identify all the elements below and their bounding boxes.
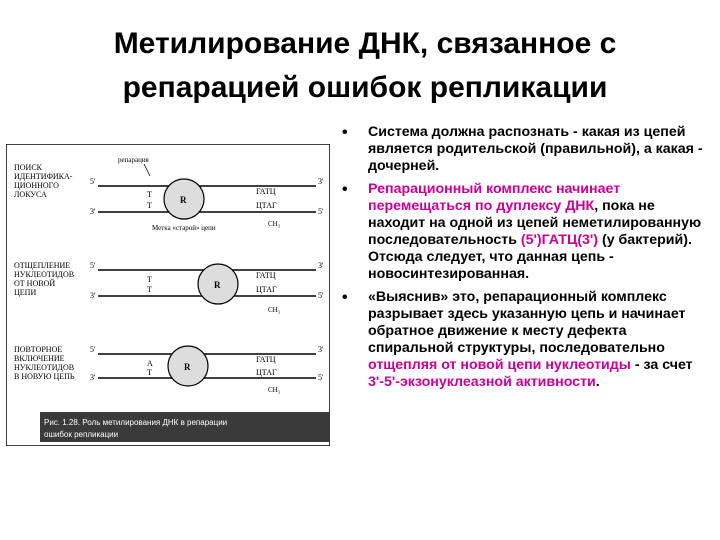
panel2-label-3: ОТ НОВОЙ bbox=[14, 279, 56, 288]
title-line-2: репарацией ошибок репликации bbox=[122, 71, 608, 104]
bullet-2-highlight-2: (5')ГАТЦ(3') bbox=[520, 232, 599, 248]
end-5-bottom-3: 5' bbox=[318, 373, 324, 382]
mismatch-bottom-2: Т bbox=[147, 285, 152, 294]
panel2-label-4: ЦЕПИ bbox=[14, 288, 37, 297]
seq-bottom-2: ЦТАГ bbox=[256, 285, 277, 294]
bullet-3-highlight-1: отщепляя от новой цепи нуклеотиды bbox=[368, 357, 631, 373]
bullet-1-text: Система должна распознать - какая из цепей является родительской (правильной), а какая - дочерней. bbox=[368, 124, 703, 174]
mismatch-bottom-1: Т bbox=[147, 201, 152, 210]
panel1-label-2: ИДЕНТИФИКА- bbox=[14, 172, 73, 181]
complex-letter-3: R bbox=[184, 362, 191, 372]
end-3-bottom-3: 3' bbox=[90, 373, 96, 382]
mismatch-bottom-3: Т bbox=[147, 368, 152, 377]
old-strand-mark: Метка «старой» цепи bbox=[152, 224, 216, 232]
bullet-2-text-1: , пока не находит на одной из цепей неметилированную последовательность bbox=[368, 198, 702, 248]
methyl-2: CH₃ bbox=[268, 306, 281, 314]
mismatch-top-2: Т bbox=[147, 275, 152, 284]
dna-repair-figure bbox=[6, 144, 330, 446]
end-3-top-3: 3' bbox=[318, 345, 324, 354]
end-3-bottom-2: 3' bbox=[90, 291, 96, 300]
panel2-label-1: ОТЩЕПЛЕНИЕ bbox=[14, 261, 71, 270]
bullet-dot: • bbox=[342, 124, 348, 141]
seq-top-3: ГАТЦ bbox=[256, 355, 276, 364]
seq-bottom-3: ЦТАГ bbox=[256, 368, 277, 377]
slide-title bbox=[20, 22, 710, 110]
complex-letter-1: R bbox=[180, 195, 187, 205]
panel2-label-2: НУКЛЕОТИДОВ bbox=[14, 270, 75, 279]
methyl-3: CH₃ bbox=[268, 386, 281, 394]
panel1-label-3: ЦИОННОГО bbox=[14, 181, 59, 190]
seq-top-2: ГАТЦ bbox=[256, 271, 276, 280]
bullet-3-text-1: «Выяснив» это, репарационный комплекс разрывает здесь указанную цепь и начинает обратное движение к месту дефекта спиральной структуры, последовательно bbox=[368, 289, 686, 356]
mismatch-top-3: А bbox=[147, 359, 153, 368]
bullet-3 bbox=[340, 289, 712, 391]
bullet-1 bbox=[340, 124, 712, 175]
end-5-bottom-2: 5' bbox=[318, 291, 324, 300]
end-3-top-1: 3' bbox=[318, 177, 324, 186]
bullet-2 bbox=[340, 181, 712, 283]
bullet-list bbox=[340, 124, 712, 397]
bullet-dot: • bbox=[342, 289, 348, 306]
bullet-dot: • bbox=[342, 181, 348, 198]
bullet-3-text-2: - за счет bbox=[630, 357, 693, 373]
end-3-bottom-1: 3' bbox=[90, 207, 96, 216]
bullet-2-text-2: (у бактерий). Отсюда следует, что данная цепь - новосинтезированная. bbox=[368, 232, 692, 282]
seq-bottom-1: ЦТАГ bbox=[256, 201, 277, 210]
mismatch-label: репарация bbox=[118, 156, 149, 164]
end-3-top-2: 3' bbox=[318, 261, 324, 270]
end-5-bottom-1: 5' bbox=[318, 207, 324, 216]
panel3-label-2: ВКЛЮЧЕНИЕ bbox=[14, 354, 65, 363]
bullet-2-highlight-1: Репарационный комплекс начинает перемещаться по дуплексу ДНК bbox=[368, 181, 621, 214]
seq-top-1: ГАТЦ bbox=[256, 187, 276, 196]
figure-caption-line-1: Рис. 1.28. Роль метилирования ДНК в репарации bbox=[44, 418, 228, 427]
end-5-top-1: 5' bbox=[90, 177, 96, 186]
methyl-1: CH₃ bbox=[268, 220, 281, 228]
panel3-label-3: НУКЛЕОТИДОВ bbox=[14, 363, 75, 372]
panel1-label-4: ЛОКУСА bbox=[14, 190, 47, 199]
figure-caption-line-2: ошибок репликации bbox=[44, 430, 119, 439]
complex-letter-2: R bbox=[214, 280, 221, 290]
bullet-3-text-3: . bbox=[595, 374, 600, 390]
bullet-3-highlight-2: 3'-5'-экзонуклеазной активности bbox=[368, 374, 596, 390]
panel3-label-1: ПОВТОРНОЕ bbox=[14, 345, 63, 354]
end-5-top-2: 5' bbox=[90, 261, 96, 270]
mismatch-top-1: Т bbox=[147, 190, 152, 199]
end-5-top-3: 5' bbox=[90, 345, 96, 354]
panel3-label-4: В НОВУЮ ЦЕПЬ bbox=[14, 372, 75, 381]
panel1-label-1: ПОИСК bbox=[14, 163, 43, 172]
title-line-1: Метилирование ДНК, связанное с bbox=[113, 27, 617, 60]
